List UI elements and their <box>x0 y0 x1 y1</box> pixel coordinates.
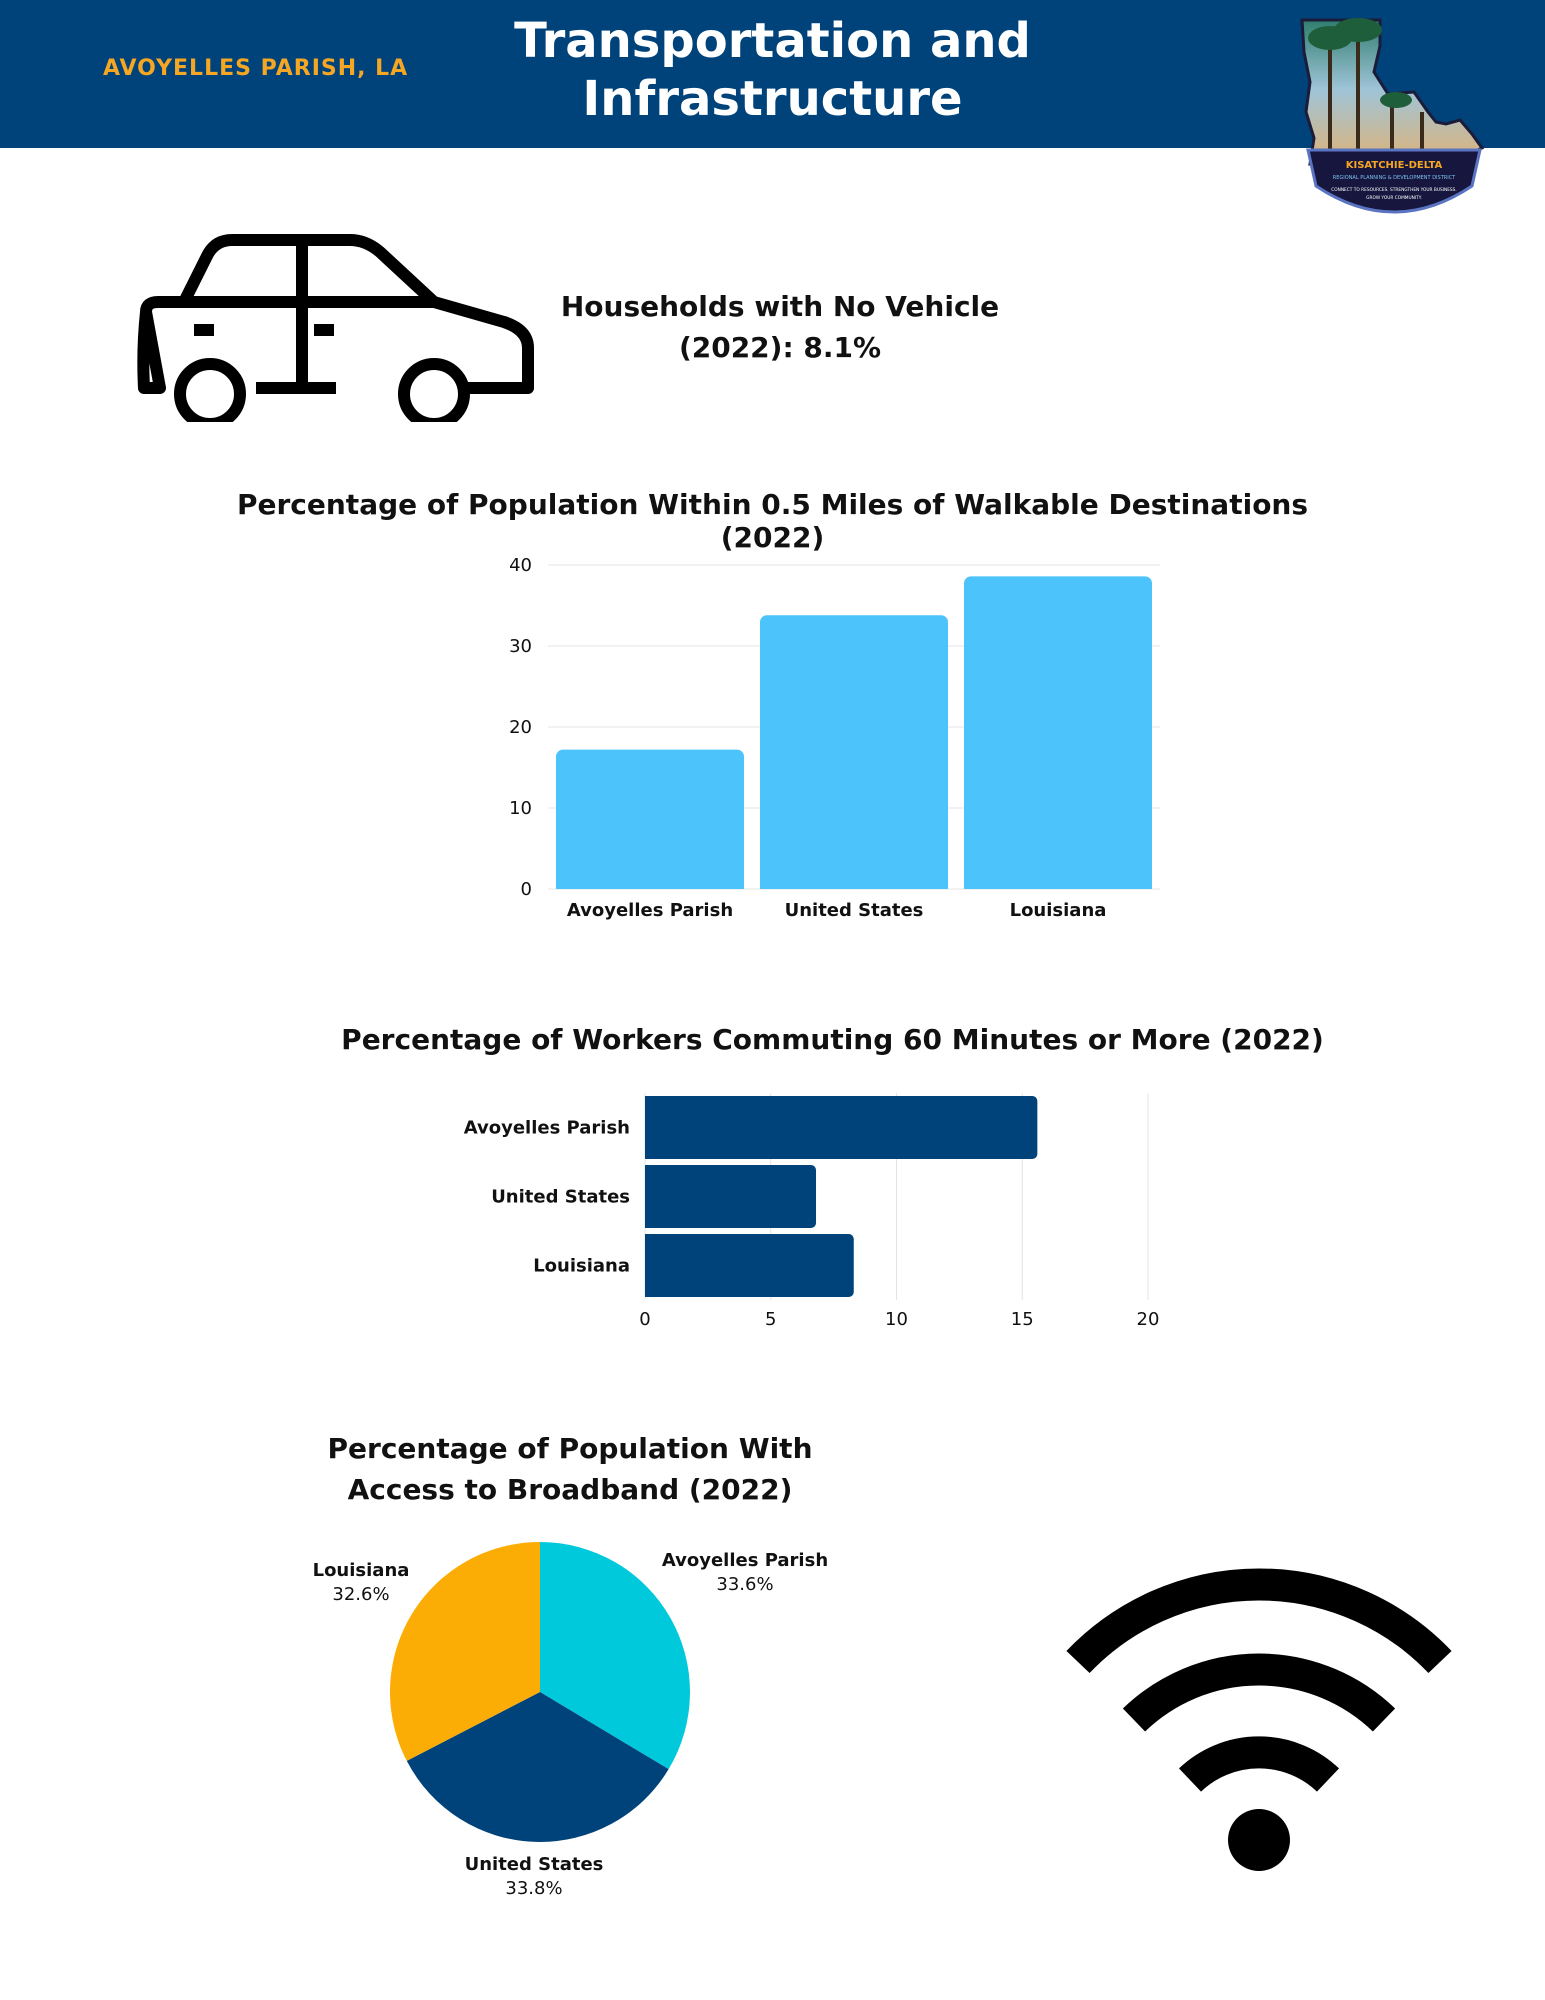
broadband-slice-label: Louisiana <box>312 1560 410 1581</box>
logo-text-line3: CONNECT TO RESOURCES. STRENGTHEN YOUR BUSINESS. <box>1331 188 1457 193</box>
commute-xtick-label: 10 <box>885 1309 908 1330</box>
page-title-line2: Infrastructure <box>582 71 963 127</box>
commute-bar <box>645 1096 1037 1159</box>
louisiana-map-logo <box>1296 16 1492 238</box>
broadband-slice-value: 33.6% <box>716 1574 774 1595</box>
no-vehicle-stat <box>540 286 1020 368</box>
commute-bar <box>645 1234 854 1297</box>
walkable-category-label: Louisiana <box>1009 900 1107 921</box>
no-vehicle-stat-line1: Households with No Vehicle <box>560 290 1000 323</box>
commute-chart-title: Percentage of Workers Commuting 60 Minutes or More (2022) <box>341 1023 1324 1056</box>
walkable-ytick-label: 10 <box>509 798 532 819</box>
parish-label: AVOYELLES PARISH, LA <box>103 56 409 81</box>
broadband-slice-label: United States <box>464 1854 604 1875</box>
walkable-bar <box>964 576 1152 889</box>
walkable-bar <box>760 615 948 889</box>
car-icon <box>136 230 536 422</box>
walkable-category-label: United States <box>784 900 924 921</box>
walkable-chart-title: Percentage of Population Within 0.5 Miles of Walkable Destinations (2022) <box>236 488 1309 554</box>
commute-bar-base <box>645 1165 653 1228</box>
commute-bar-base <box>645 1096 653 1159</box>
commute-bar-chart <box>440 1085 1200 1335</box>
broadband-pie-chart <box>280 1530 860 1930</box>
commute-xtick-label: 15 <box>1010 1309 1034 1330</box>
walkable-bar-base <box>964 881 1152 889</box>
commute-bar <box>645 1165 816 1228</box>
commute-category-label: United States <box>491 1186 630 1208</box>
commute-category-label: Avoyelles Parish <box>463 1117 630 1139</box>
walkable-bar <box>556 750 744 889</box>
wifi-icon <box>1064 1560 1454 1880</box>
commute-xtick-label: 20 <box>1136 1309 1160 1330</box>
logo-text-line1: KISATCHIE-DELTA <box>1345 160 1443 171</box>
walkable-category-label: Avoyelles Parish <box>566 900 734 921</box>
walkable-ytick-label: 20 <box>509 717 532 738</box>
broadband-slice-value: 32.6% <box>332 1584 390 1605</box>
commute-xtick-label: 5 <box>765 1309 777 1330</box>
broadband-slice-value: 33.8% <box>505 1878 563 1899</box>
walkable-bar-base <box>556 881 744 889</box>
walkable-bar-chart <box>480 550 1180 930</box>
logo-text-line2: REGIONAL PLANNING & DEVELOPMENT DISTRICT <box>1332 175 1456 181</box>
no-vehicle-stat-line2: (2022): 8.1% <box>678 331 882 364</box>
broadband-chart-title-line1: Percentage of Population With <box>327 1432 813 1465</box>
commute-bar-base <box>645 1234 653 1297</box>
walkable-bar-base <box>760 881 948 889</box>
commute-category-label: Louisiana <box>533 1255 630 1277</box>
commute-xtick-label: 0 <box>639 1309 651 1330</box>
walkable-ytick-label: 40 <box>509 555 532 576</box>
broadband-slice-label: Avoyelles Parish <box>661 1550 829 1571</box>
walkable-ytick-label: 0 <box>520 879 532 900</box>
broadband-chart-title <box>300 1428 840 1510</box>
page-title-line1: Transportation and <box>514 13 1031 69</box>
logo-text-line4: GROW YOUR COMMUNITY. <box>1366 196 1422 201</box>
broadband-chart-title-line2: Access to Broadband (2022) <box>347 1473 793 1506</box>
page-title <box>420 12 1125 128</box>
walkable-ytick-label: 30 <box>509 636 532 657</box>
